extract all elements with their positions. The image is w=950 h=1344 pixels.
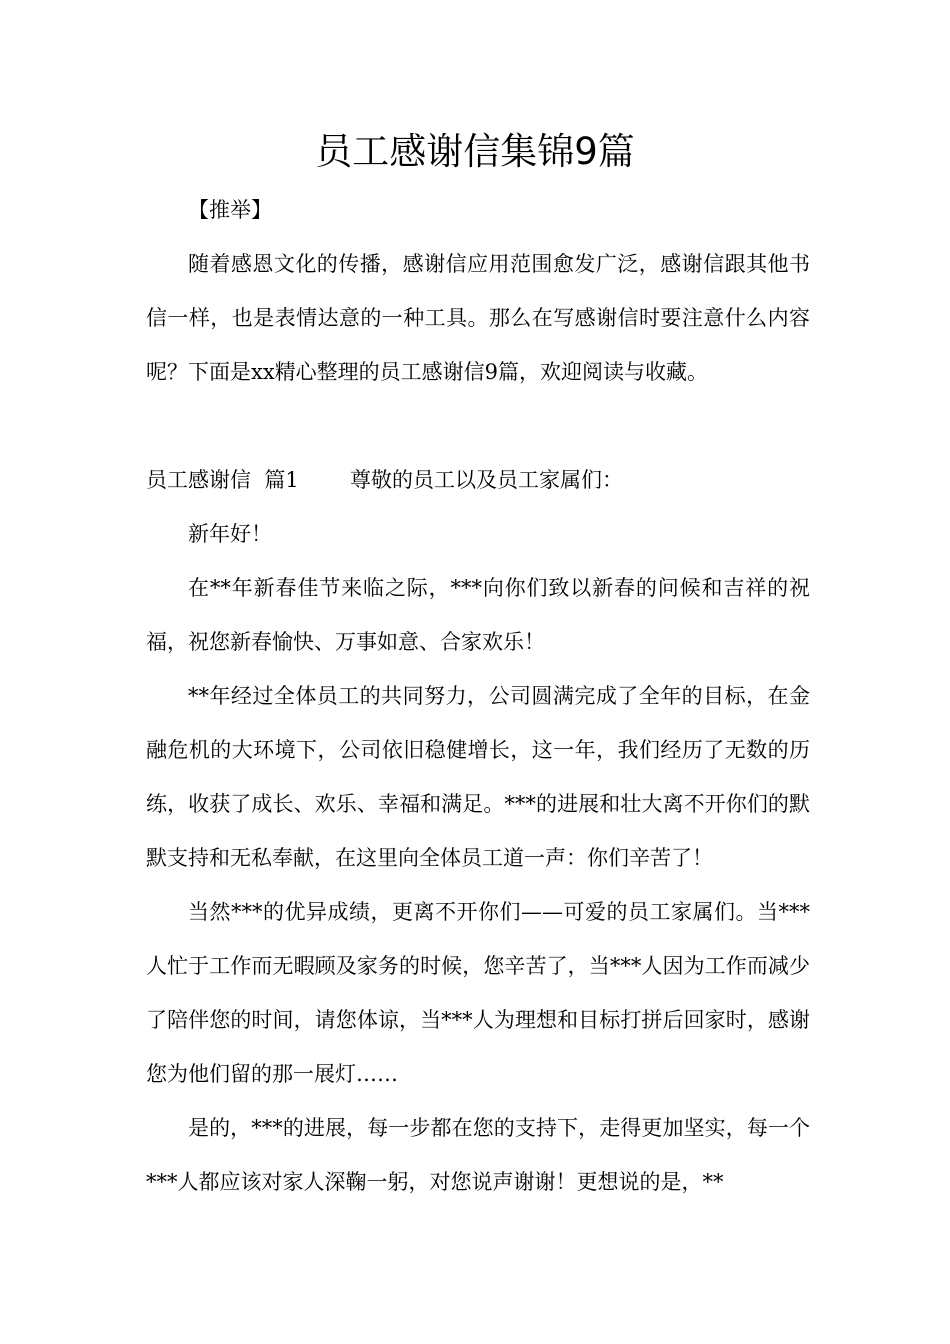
- paragraph-family-thanks: 当然***的优异成绩，更离不开你们——可爱的员工家属们。当***人忙于工作而无暇顾及家务的时候，您辛苦了，当***人因为工作而减少了陪伴您的时间，请您体谅，当***人为理想和目标打拼后回家时，感谢您为他们留的那一展灯……: [146, 900, 810, 1086]
- section-label: 员工感谢信 篇1: [146, 468, 299, 492]
- paragraph-new-year-wish: 在**年新春佳节来临之际，***向你们致以新春的问候和吉祥的祝福，祝您新春愉快、万事如意、合家欢乐！: [146, 576, 810, 654]
- salutation: 尊敬的员工以及员工家属们：: [350, 468, 623, 492]
- paragraph-progress: 是的，***的进展，每一步都在您的支持下，走得更加坚实，每一个***人都应该对家人深鞠一躬，对您说声谢谢！更想说的是，**: [146, 1116, 810, 1194]
- paragraph-gap: [146, 399, 810, 453]
- intro-paragraph: 随着感恩文化的传播，感谢信应用范围愈发广泛，感谢信跟其他书信一样，也是表情达意的一种工具。那么在写感谢信时要注意什么内容呢？下面是xx精心整理的员工感谢信9篇，欢迎阅读与收藏。: [146, 252, 810, 384]
- paragraph-greeting: 新年好！: [188, 522, 272, 546]
- document-title: 员工感谢信集锦9篇: [315, 130, 635, 173]
- recommend-tag: 【推举】: [188, 198, 272, 222]
- paragraph-year-review: **年经过全体员工的共同努力，公司圆满完成了全年的目标，在金融危机的大环境下，公司依旧稳健增长，这一年，我们经历了无数的历练，收获了成长、欢乐、幸福和满足。***的进展和壮大离不开你们的默默支持和无私奉献，在这里向全体员工道一声：你们辛苦了！: [146, 684, 810, 870]
- document-body: [146, 183, 810, 1209]
- section-heading: [146, 453, 810, 507]
